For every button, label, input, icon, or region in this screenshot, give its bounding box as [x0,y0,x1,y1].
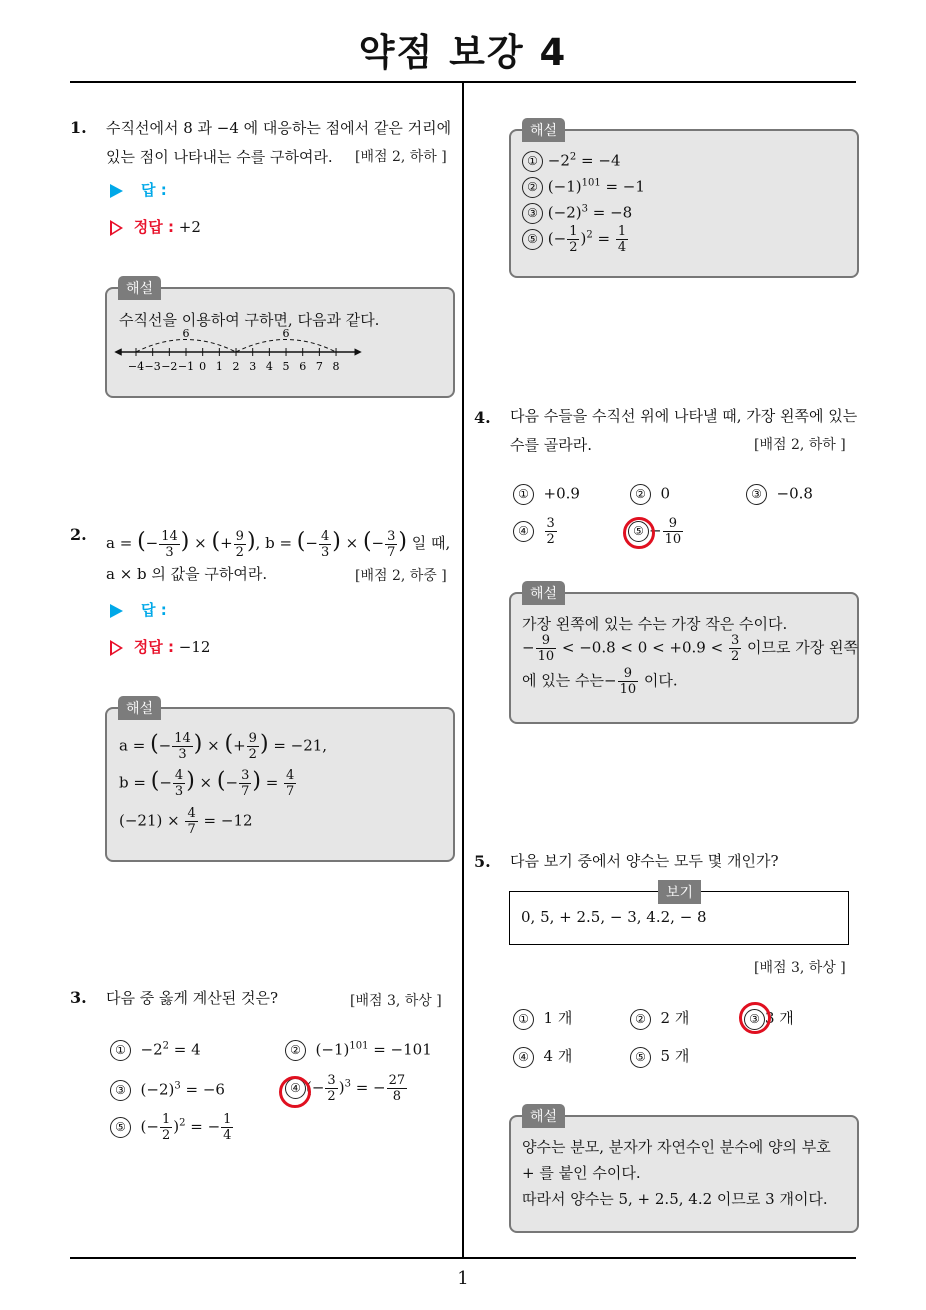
score-meta: [배점 3, 하상 ] [350,993,442,1009]
question-number: 4. [474,408,491,427]
play-icon [110,184,123,198]
explanation-tag: 해설 [118,276,161,300]
explanation-line: b = (− $\frac{4}{3}$ ) × (− $\frac{3}{7}$ ) = $\frac{4}{7}$ [119,768,295,799]
score-meta: [배점 2, 하하 ] [355,149,447,165]
option[interactable]: ④ 4 개 [513,1045,572,1068]
bogi-tag: 보기 [658,880,701,904]
correct-answer: 정답 : −12 [110,636,210,657]
option[interactable]: ③ −0.8 [746,484,813,505]
option[interactable]: ③ $(-2)^3 = -6$ [110,1080,225,1101]
answer-mark-circle [623,517,655,549]
tick-label: 0 [199,360,207,373]
question-number: 3. [70,988,87,1007]
score-meta: [배점 3, 하상 ] [754,960,846,976]
answer-mark-circle [279,1076,311,1108]
explanation-tag: 해설 [522,118,565,142]
explanation-line: − $\frac{9}{10}$ < −0.8 < 0 < +0.9 < $\frac{3}{2}$ 이므로 가장 왼쪽 [522,633,858,664]
explanation-line: ② $(-1)^{101} = -1$ [522,177,645,198]
bottom-rule [70,1257,856,1259]
explanation-tag: 해설 [522,1104,565,1128]
tick-label: 8 [332,360,340,373]
outline-triangle-icon [110,640,123,656]
tick-label: 2 [232,360,240,373]
question-text: 다음 수들을 수직선 위에 나타낼 때, 가장 왼쪽에 있는 수를 골라라. [510,407,858,454]
tick-label: −1 [177,360,195,373]
explanation-line: 에 있는 수는− $\frac{9}{10}$ 이다. [522,666,678,697]
question-text: a = (− $\frac{14}{3}$ ) × (+ $\frac{9}{2}$ ), b = (− $\frac{4}{3}$ ) × (− $\frac{3}{7}$ ) 일 때, [106,528,451,560]
option[interactable]: ① $-2^2 = 4$ [110,1040,201,1061]
question-number: 1. [70,118,87,137]
option[interactable]: ① +0.9 [513,484,580,505]
question-number: 2. [70,525,87,544]
tick-label: 6 [299,360,307,373]
option[interactable]: ② 2 개 [630,1007,689,1030]
explanation-line: ⑤ (− $\frac{1}{2}$ )$^2$ = $\frac{1}{4}$ [522,224,629,255]
column-divider [462,83,464,1259]
option[interactable]: ② $(-1)^{101} = -101$ [285,1040,432,1061]
question-text: 수직선에서 8 과 −4 에 대응하는 점에서 같은 거리에 있는 점이 나타내는 수를 구하여라. [106,119,452,166]
explanation-tag: 해설 [522,581,565,605]
option[interactable]: ① 1 개 [513,1007,572,1030]
page-number: 1 [457,1268,469,1289]
score-meta: [배점 2, 하하 ] [754,437,846,453]
tick-label: 4 [265,360,273,373]
outline-triangle-icon [110,220,123,236]
tick-label: −4 [127,360,145,373]
explanation-line: (−21) × $\frac{4}{7}$ = −12 [119,806,253,837]
explanation-text: 양수는 분모, 분자가 자연수인 분수에 양의 부호 + 를 붙인 수이다. 따라서 양수는 5, + 2.5, 4.2 이므로 3 개이다. [522,1138,831,1208]
answer-row: 답 : [110,599,167,620]
option[interactable]: ③ 3 개 [744,1007,794,1030]
bogi-text: 0, 5, + 2.5, − 3, 4.2, − 8 [521,908,707,926]
tick-label: −3 [144,360,161,373]
play-icon [110,604,123,618]
option[interactable]: ⑤ (− $\frac{1}{2}$ )$^2$ = − $\frac{1}{4}$ [110,1112,234,1143]
question-number: 5. [474,852,491,871]
option[interactable]: ④ $\frac{3}{2}$ [513,516,558,547]
tick-label: −2 [161,360,178,373]
question-text-line2: a × b 의 값을 구하여라. [106,565,268,583]
explanation-tag: 해설 [118,696,161,720]
correct-answer: 정답 : +2 [110,216,201,237]
option[interactable]: ② 0 [630,484,670,505]
tick-label: 7 [315,360,323,373]
question-text: 다음 중 옳게 계산된 것은? [106,989,279,1007]
number-line [112,325,364,375]
arc-label: 6 [182,327,190,340]
score-meta: [배점 2, 하중 ] [355,568,447,584]
tick-label: 1 [215,360,223,373]
option[interactable]: ⑤ 5 개 [630,1045,689,1068]
tick-label: 3 [249,360,257,373]
tick-label: 5 [282,360,290,373]
answer-row: 답 : [110,179,167,200]
explanation-line: 가장 왼쪽에 있는 수는 가장 작은 수이다. [522,615,788,633]
page-title: 약점 보강 4 [358,31,568,74]
answer-mark-circle [739,1002,771,1034]
arc-label: 6 [282,327,290,340]
explanation-line: a = (− $\frac{14}{3}$ ) × (+ $\frac{9}{2}$ ) = −21, [119,731,328,762]
explanation-line: ① $-2^2 = -4$ [522,151,620,172]
option[interactable]: ④ (− $\frac{3}{2}$ )$^3$ = − $\frac{27}{8}$ [285,1073,408,1104]
option[interactable]: ⑤ − $\frac{9}{10}$ [628,516,684,547]
explanation-line: ③ $(-2)^3 = -8$ [522,203,632,224]
question-text: 다음 보기 중에서 양수는 모두 몇 개인가? [510,852,779,870]
explanation-text: 수직선을 이용하여 구하면, 다음과 같다. [119,311,380,329]
